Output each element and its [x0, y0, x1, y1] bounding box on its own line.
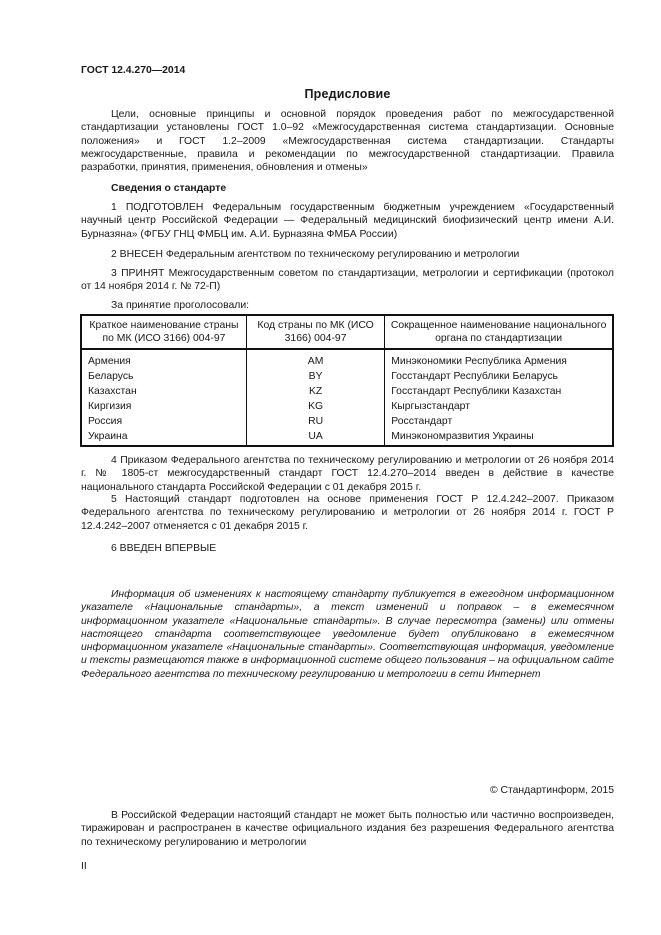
code-cell: AM — [246, 349, 384, 369]
table-row — [81, 429, 613, 446]
country-cell: Киргизия — [81, 399, 246, 414]
code-cell: BY — [246, 369, 384, 384]
country-cell: Россия — [81, 414, 246, 429]
page-title: Предисловие — [304, 87, 391, 101]
body-cell: Госстандарт Республики Казахстан — [385, 384, 613, 399]
country-cell: Украина — [81, 429, 246, 446]
body-cell: Росстандарт — [385, 414, 613, 429]
table-row — [81, 349, 613, 369]
column-header-body: Сокращенное наименование национального органа по стандартизации — [385, 315, 613, 349]
item-5-basis: 5 Настоящий стандарт подготовлен на основе применения ГОСТ Р 12.4.242–2007. Приказом Федерального агентства по техническому регулированию и метрологии от 26 ноября 2014 г. ГОСТ Р 12.4.242–2007 отменяется с 01 декабря 2015 г. — [81, 494, 614, 532]
body-cell: Кыргызстандарт — [385, 399, 613, 414]
section-heading: Сведения о стандарте — [111, 183, 227, 194]
code-cell: RU — [246, 414, 384, 429]
amendments-notice: Информация об изменениях к настоящему стандарту публикуется в ежегодном информационном указателе «Национальные стандарты», а текст изменений и поправок – в ежемесячном информационном указателе «Национальные стандарты». В случае пересмотра (замены) или отмены настоящего стандарта соответствующее уведомление будет опубликовано в ежемесячном информационном указателе «Национальные стандарты». Соответствующая информация, уведомление и тексты размещаются также в информационной системе общего пользования – на официальном сайте Федерального агентства по техническому регулированию и метрологии в сети Интернет — [81, 589, 614, 680]
table-row — [81, 369, 613, 384]
item-3-adopted: 3 ПРИНЯТ Межгосударственным советом по стандартизации, метрологии и сертификации (протокол от 14 ноября 2014 г. № 72-П) — [81, 268, 614, 293]
column-header-country: Краткое наименование страны по МК (ИСО 3166) 004-97 — [81, 315, 246, 349]
table-row — [81, 384, 613, 399]
item-1-prepared: 1 ПОДГОТОВЛЕН Федеральным государственным бюджетным учреждением «Государственный научный центр Российской Федерации — Федеральный медицинский биофизический центр имени А.И. Бурназяна» (ФГБУ ГНЦ ФМБЦ им. А.И. Бурназяна ФМБА России) — [81, 202, 614, 240]
item-4-order: 4 Приказом Федерального агентства по техническому регулированию и метрологии от 26 ноября 2014 г. № 1805-ст межгосударственный стандарт ГОСТ 12.4.270–2014 введен в действие в качестве национального стандарта Российской Федерации с 01 декабря 2015 г. — [81, 455, 614, 493]
item-2-introduced: 2 ВНЕСЕН Федеральным агентством по техническому регулированию и метрологии — [111, 249, 520, 260]
column-header-code: Код страны по МК (ИСО 3166) 004-97 — [246, 315, 384, 349]
page-number: II — [81, 861, 87, 872]
table-row — [81, 399, 613, 414]
code-cell: KG — [246, 399, 384, 414]
copyright-notice: © Стандартинформ, 2015 — [489, 785, 614, 796]
body-cell: Госстандарт Республики Беларусь — [385, 369, 613, 384]
body-cell: Минэкономики Республика Армения — [385, 349, 613, 369]
country-cell: Беларусь — [81, 369, 246, 384]
code-cell: UA — [246, 429, 384, 446]
vote-intro: За принятие проголосовали: — [111, 300, 250, 311]
document-code: ГОСТ 12.4.270—2014 — [81, 65, 186, 76]
voting-countries-table — [80, 314, 614, 447]
table-header-row — [81, 315, 613, 349]
reproduction-notice: В Российской Федерации настоящий стандарт не может быть полностью или частично воспроизведен, тиражирован и распространен в качестве официального издания без разрешения Федерального агентства по техническому регулированию и метрологии — [81, 810, 614, 848]
code-cell: KZ — [246, 384, 384, 399]
table-row — [81, 414, 613, 429]
intro-paragraph: Цели, основные принципы и основной порядок проведения работ по межгосударственной стандартизации установлены ГОСТ 1.0–92 «Межгосударственная система стандартизации. Основные положения» и ГОСТ 1.2–2009 «Межгосударственная система стандартизации. Стандарты межгосударственные, правила и рекомендации по межгосударственной стандартизации. Правила разработки, принятия, применения, обновления и отмены» — [81, 109, 614, 174]
item-6-first-introduced: 6 ВВЕДЕН ВПЕРВЫЕ — [111, 543, 217, 554]
country-cell: Армения — [81, 349, 246, 369]
body-cell: Минэкономразвития Украины — [385, 429, 613, 446]
country-cell: Казахстан — [81, 384, 246, 399]
